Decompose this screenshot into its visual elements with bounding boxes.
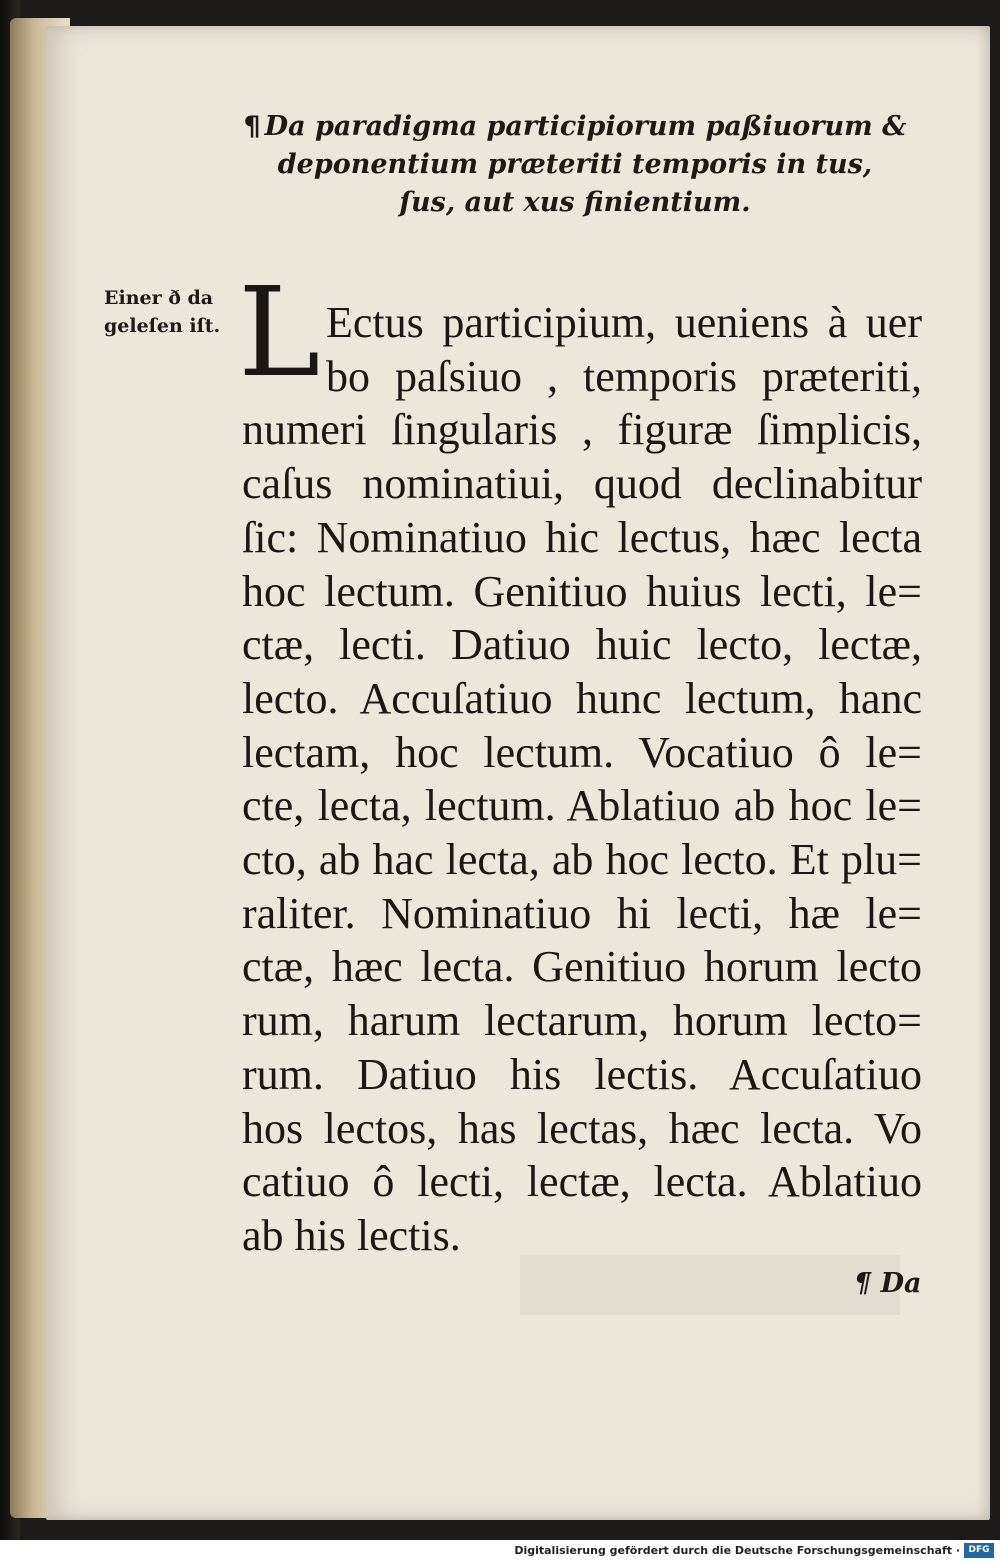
- catchword: ¶ Da: [854, 1268, 922, 1299]
- body-line: rum, harum lectarum, horum lecto=: [242, 996, 922, 1046]
- body-line: lectam, hoc lectum. Vocatiuo ô le=: [242, 727, 922, 777]
- section-heading: [240, 108, 910, 222]
- body-line: catiuo ô lecti, lectæ, lecta. Ablatiuo: [242, 1157, 922, 1207]
- heading-line-1: ¶ Da paradigma participiorum paßiuorum &: [243, 111, 907, 142]
- marginal-line-1: Einer ð da: [104, 287, 214, 309]
- digitization-footer: [0, 1540, 1000, 1562]
- heading-line-3: ſus, aut xus finientium.: [399, 187, 751, 218]
- dfg-logo-icon: DFG: [964, 1543, 994, 1558]
- body-line: ctæ, hæc lecta. Genitiuo horum lecto: [242, 942, 922, 992]
- body-line: lecto. Accuſatiuo hunc lectum, hanc: [242, 673, 922, 723]
- body-text: [242, 296, 922, 1263]
- pilcrow-mark: ¶: [243, 111, 261, 142]
- drop-capital: L: [238, 261, 321, 405]
- show-through-shadow: [520, 1255, 900, 1315]
- footer-credit: Digitalisierung gefördert durch die Deutsche Forschungsgemeinschaft ·: [514, 1544, 960, 1557]
- body-line: hoc lectum. Genitiuo huius lecti, le=: [242, 566, 922, 616]
- body-line: numeri ſingularis , figuræ ſimplicis,: [242, 405, 922, 455]
- body-line: raliter. Nominatiuo hi lecti, hæ le=: [242, 888, 922, 938]
- body-line: rum. Datiuo his lectis. Accuſatiuo: [242, 1049, 922, 1099]
- body-line: ſic: Nominatiuo hic lectus, hæc lecta: [242, 512, 922, 562]
- body-line: hos lectos, has lectas, hæc lecta. Vo: [242, 1103, 922, 1153]
- body-line: cte, lecta, lectum. Ablatiuo ab hoc le=: [242, 781, 922, 831]
- body-line: cto, ab hac lecta, ab hoc lecto. Et plu=: [242, 835, 922, 885]
- heading-line-2: deponentium præteriti temporis in tus,: [277, 149, 873, 180]
- body-line: ctæ, lecti. Datiuo huic lecto, lectæ,: [242, 620, 922, 670]
- body-line-last: ab his lectis.: [242, 1210, 461, 1260]
- marginal-note: [104, 284, 220, 340]
- body-line: Ectus participium, ueniens à uer: [326, 298, 922, 347]
- body-line: caſus nominatiui, quod declinabitur: [242, 459, 922, 509]
- marginal-line-2: geleſen iſt.: [104, 315, 221, 337]
- body-line: bo paſsiuo , temporis præteriti,: [326, 351, 922, 401]
